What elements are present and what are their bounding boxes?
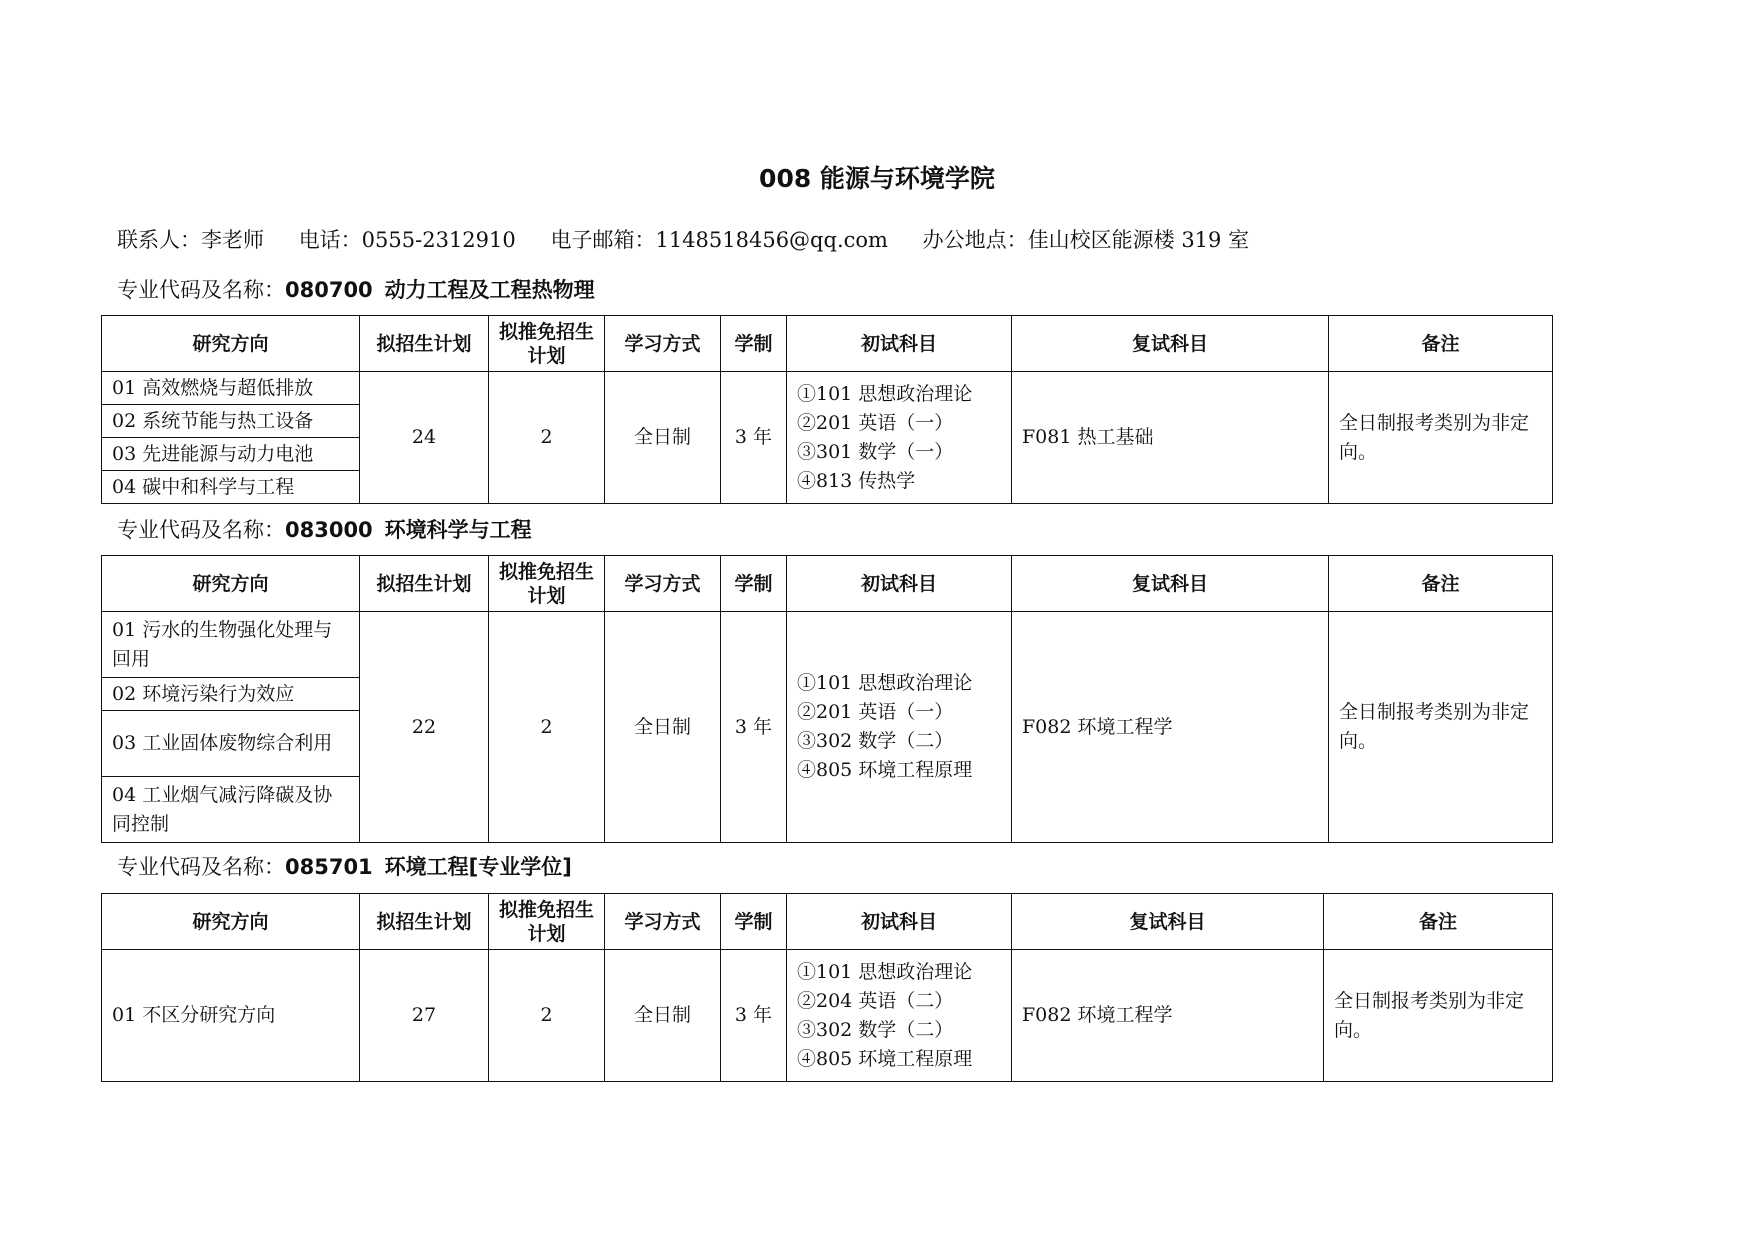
direction-cell: 04 碳中和科学与工程 — [102, 471, 360, 504]
header-plan: 拟招生计划 — [360, 894, 489, 950]
major-label: 专业代码及名称： — [117, 278, 285, 302]
major-heading-2 — [117, 516, 532, 544]
major-name: 环境科学与工程 — [384, 518, 532, 542]
exam-cell — [787, 950, 1012, 1082]
major-label: 专业代码及名称： — [117, 855, 285, 879]
header-direction: 研究方向 — [102, 894, 360, 950]
major-code: 080700 — [285, 278, 373, 302]
header-plan: 拟招生计划 — [360, 556, 489, 612]
table-header-row — [102, 556, 1553, 612]
contact-phone: 电话：0555-2312910 — [298, 228, 516, 252]
table-header-row — [102, 894, 1553, 950]
header-retest: 复试科目 — [1012, 894, 1324, 950]
header-mode: 学习方式 — [605, 894, 721, 950]
major-code: 085701 — [285, 855, 373, 879]
years-cell: 3 年 — [721, 950, 787, 1082]
years-cell: 3 年 — [721, 372, 787, 504]
major-table-1 — [101, 315, 1553, 504]
header-exempt: 拟推免招生计划 — [489, 556, 605, 612]
exam-subject: ③302 数学（二） — [797, 1018, 954, 1041]
header-years: 学制 — [721, 316, 787, 372]
page-title: 008 能源与环境学院 — [759, 164, 995, 193]
exam-subject: ④805 环境工程原理 — [797, 759, 973, 781]
contact-line — [117, 226, 1277, 254]
header-plan: 拟招生计划 — [360, 316, 489, 372]
table-row — [102, 612, 1553, 678]
exam-subject: ③302 数学（二） — [797, 730, 954, 752]
direction-cell: 04 工业烟气减污降碳及协同控制 — [102, 777, 360, 843]
header-years: 学制 — [721, 894, 787, 950]
major-table-2 — [101, 555, 1553, 843]
table-row — [102, 372, 1553, 405]
direction-cell: 03 先进能源与动力电池 — [102, 438, 360, 471]
header-retest: 复试科目 — [1012, 556, 1329, 612]
exam-subject: ②201 英语（一） — [797, 701, 954, 723]
exam-subject: ②204 英语（二） — [797, 989, 954, 1012]
direction-cell: 02 系统节能与热工设备 — [102, 405, 360, 438]
contact-office: 办公地点：佳山校区能源楼 319 室 — [922, 228, 1250, 252]
major-label: 专业代码及名称： — [117, 518, 285, 542]
direction-cell: 01 不区分研究方向 — [102, 950, 360, 1082]
major-name: 动力工程及工程热物理 — [384, 278, 595, 302]
major-name: 环境工程[专业学位] — [384, 855, 572, 879]
retest-cell: F082 环境工程学 — [1012, 612, 1329, 843]
remark-cell: 全日制报考类别为非定向。 — [1329, 372, 1553, 504]
exam-subject: ③301 数学（一） — [797, 440, 954, 463]
header-exempt: 拟推免招生计划 — [489, 316, 605, 372]
header-remark: 备注 — [1329, 556, 1553, 612]
header-exam: 初试科目 — [787, 556, 1012, 612]
contact-person: 联系人：李老师 — [117, 228, 264, 252]
header-direction: 研究方向 — [102, 556, 360, 612]
header-exam: 初试科目 — [787, 894, 1012, 950]
years-cell: 3 年 — [721, 612, 787, 843]
header-direction: 研究方向 — [102, 316, 360, 372]
mode-cell: 全日制 — [605, 372, 721, 504]
table-row — [102, 950, 1553, 1082]
major-heading-3 — [117, 853, 572, 881]
plan-cell: 24 — [360, 372, 489, 504]
exam-subject: ④813 传热学 — [797, 469, 916, 492]
direction-cell: 03 工业固体废物综合利用 — [102, 711, 360, 777]
direction-cell: 01 污水的生物强化处理与回用 — [102, 612, 360, 678]
exempt-cell: 2 — [489, 612, 605, 843]
exam-cell — [787, 372, 1012, 504]
remark-cell: 全日制报考类别为非定向。 — [1324, 950, 1553, 1082]
plan-cell: 22 — [360, 612, 489, 843]
header-remark: 备注 — [1329, 316, 1553, 372]
contact-email: 电子邮箱：1148518456@qq.com — [550, 228, 888, 252]
exam-subject: ①101 思想政治理论 — [797, 382, 973, 405]
major-table-3 — [101, 893, 1553, 1082]
exempt-cell: 2 — [489, 950, 605, 1082]
exam-subject: ①101 思想政治理论 — [797, 960, 973, 983]
exam-cell — [787, 612, 1012, 843]
direction-cell: 01 高效燃烧与超低排放 — [102, 372, 360, 405]
mode-cell: 全日制 — [605, 612, 721, 843]
major-heading-1 — [117, 276, 595, 304]
header-mode: 学习方式 — [605, 316, 721, 372]
header-exempt: 拟推免招生计划 — [489, 894, 605, 950]
header-retest: 复试科目 — [1012, 316, 1329, 372]
plan-cell: 27 — [360, 950, 489, 1082]
retest-cell: F082 环境工程学 — [1012, 950, 1324, 1082]
header-exam: 初试科目 — [787, 316, 1012, 372]
major-code: 083000 — [285, 518, 373, 542]
header-remark: 备注 — [1324, 894, 1553, 950]
exam-subject: ①101 思想政治理论 — [797, 672, 973, 694]
direction-cell: 02 环境污染行为效应 — [102, 678, 360, 711]
exam-subject: ④805 环境工程原理 — [797, 1047, 973, 1070]
header-mode: 学习方式 — [605, 556, 721, 612]
table-header-row — [102, 316, 1553, 372]
remark-cell: 全日制报考类别为非定向。 — [1329, 612, 1553, 843]
exempt-cell: 2 — [489, 372, 605, 504]
header-years: 学制 — [721, 556, 787, 612]
mode-cell: 全日制 — [605, 950, 721, 1082]
exam-subject: ②201 英语（一） — [797, 411, 954, 434]
retest-cell: F081 热工基础 — [1012, 372, 1329, 504]
